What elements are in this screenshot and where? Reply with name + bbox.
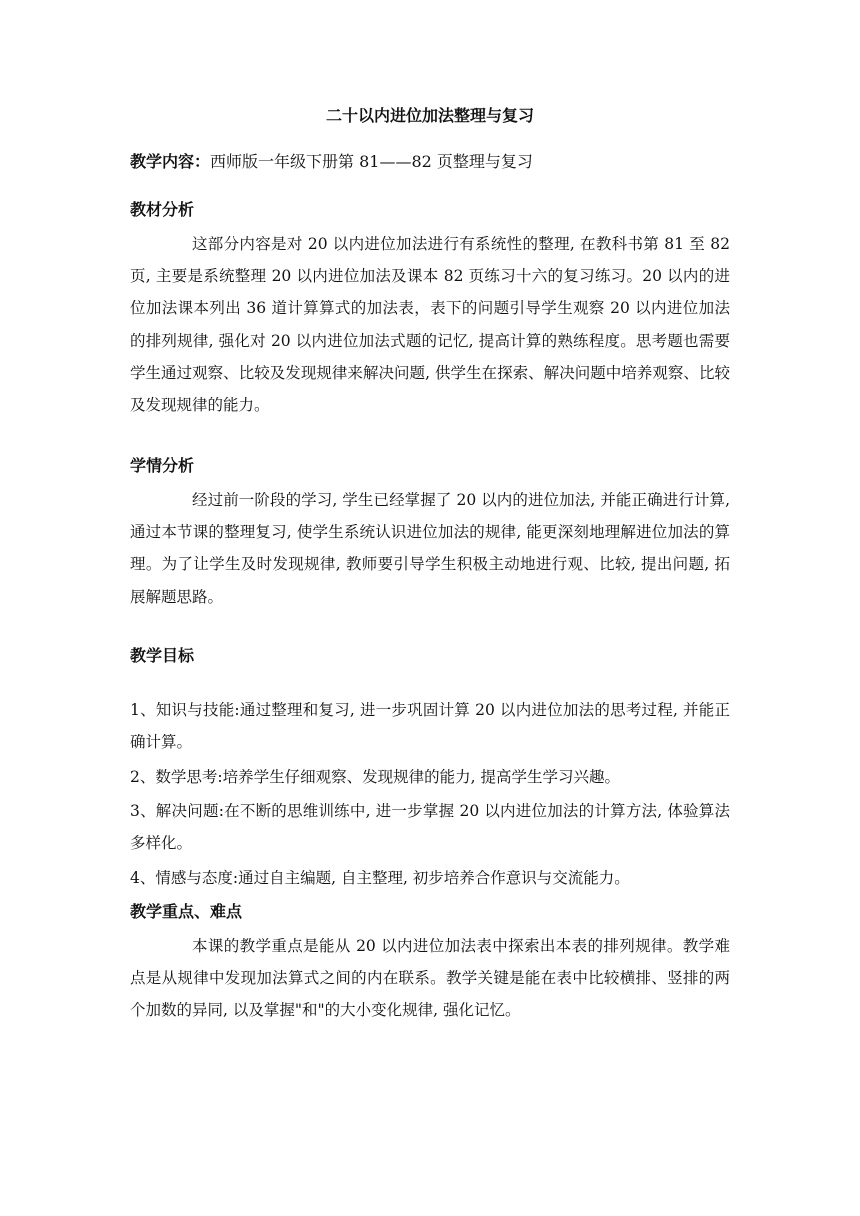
- material-analysis-heading: 教材分析: [130, 200, 195, 219]
- key-points-heading: 教学重点、难点: [130, 902, 243, 921]
- document-title: 二十以内进位加法整理与复习: [325, 106, 534, 125]
- teaching-goals-heading: 教学目标: [130, 646, 195, 665]
- teaching-content-text: 西师版一年级下册第 81——82 页整理与复习: [210, 152, 533, 171]
- goal-item-knowledge: 1、知识与技能:通过整理和复习, 进一步巩固计算 20 以内进位加法的思考过程, 并能正确计算。: [130, 701, 730, 751]
- goal-item-problem-solving: 3、解决问题:在不断的思维训练中, 进一步掌握 20 以内进位加法的计算方法, 体验算法多样化。: [130, 802, 730, 852]
- student-analysis-heading: 学情分析: [130, 456, 195, 475]
- goal-item-math-thinking: 2、数学思考:培养学生仔细观察、发现规律的能力, 提高学生学习兴趣。: [130, 768, 620, 786]
- teaching-content-label: 教学内容：: [130, 152, 211, 171]
- goal-item-attitude: 4、情感与态度:通过自主编题, 自主整理, 初步培养合作意识与交流能力。: [130, 869, 630, 887]
- key-points-paragraph: 本课的教学重点是能从 20 以内进位加法表中探索出本表的排列规律。教学难点是从规律中发现加法算式之间的内在联系。教学关键是能在表中比较横排、竖排的两个加数的异同, 以及掌握"和"的大小变化规律, 强化记忆。: [130, 937, 730, 1020]
- material-analysis-paragraph: 这部分内容是对 20 以内进位加法进行有系统性的整理, 在教科书第 81 至 82 页, 主要是系统整理 20 以内进位加法及课本 82 页练习十六的复习练习。20 以内的进位加法课本列出 36 道计算算式的加法表，表下的问题引导学生观察 20 以内进位加法的排列规律, 强化对 20 以内进位加法式题的记忆, 提高计算的熟练程度。思考题也需要学生通过观察、比较及发现规律来解决问题, 供学生在探索、解决问题中培养观察、比较及发现规律的能力。: [130, 235, 730, 415]
- student-analysis-paragraph: 经过前一阶段的学习, 学生已经掌握了 20 以内的进位加法, 并能正确进行计算, 通过本节课的整理复习, 使学生系统认识进位加法的规律, 能更深刻地理解进位加法的算理。为了让学生及时发现规律, 教师要引导学生积极主动地进行观、比较, 提出问题, 拓展解题思路。: [130, 491, 730, 606]
- teaching-content-line: [130, 150, 533, 174]
